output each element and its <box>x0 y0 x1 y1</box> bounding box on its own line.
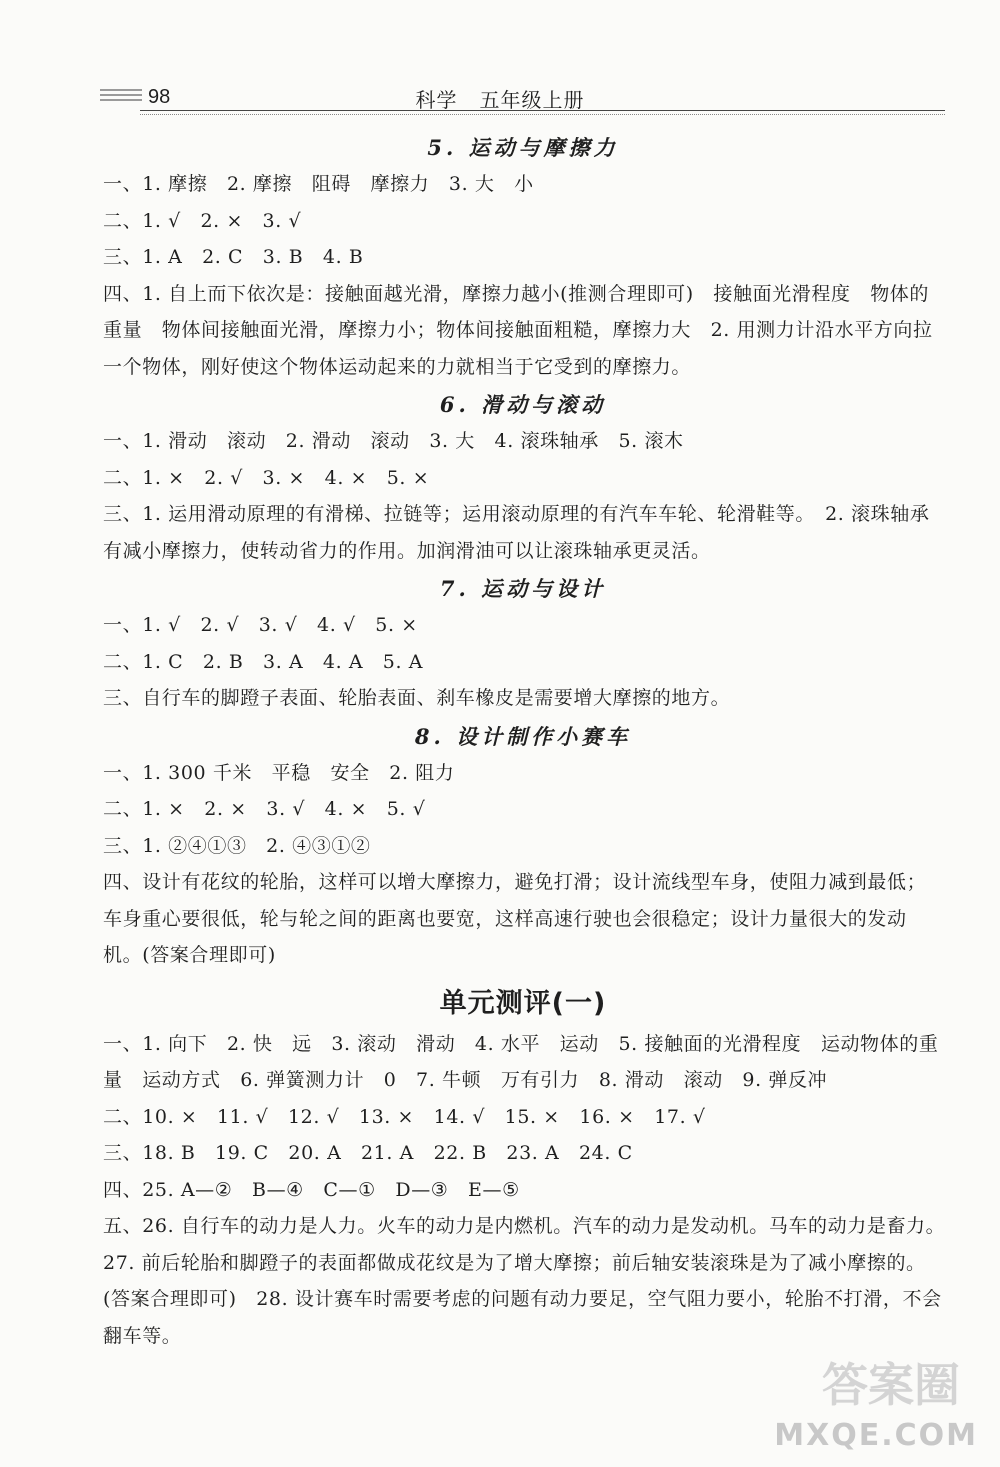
running-header <box>0 84 1000 113</box>
unit-test-title: 单元测评(一) <box>439 987 607 1019</box>
header-dotted-rule <box>140 114 945 115</box>
answer-line: 一、1. 滑动 滚动 2. 滑动 滚动 3. 大 4. 滚珠轴承 5. 滚木 <box>103 430 684 452</box>
unit-test <box>103 974 956 1355</box>
section-title: 8. 设计制作小赛车 <box>414 723 632 749</box>
answer-content <box>103 128 956 1354</box>
section-5 <box>103 130 943 385</box>
answer-line: 二、1. × 2. × 3. √ 4. × 5. √ <box>103 798 426 820</box>
answer-line: 一、1. 300 千米 平稳 安全 2. 阻力 <box>103 761 455 784</box>
header-rule <box>140 110 945 111</box>
page-number: 98 <box>148 86 171 108</box>
grade-label: 五年级上册 <box>479 88 585 112</box>
answer-line: 四、25. A—② B—④ C—① D—③ E—⑤ <box>103 1178 520 1201</box>
section-title: 7. 运动与设计 <box>439 576 607 601</box>
answer-paragraph: 一、1. 向下 2. 快 远 3. 滚动 滑动 4. 水平 运动 5. 接触面的光滑程度 运动物体的重量 运动方式 6. 弹簧测力计 0 7. 牛顿 万有引力 8. 滑动 滚动 9. 弹反冲 <box>103 1032 939 1091</box>
subject-label: 科学 <box>415 88 458 112</box>
answer-line: 二、1. C 2. B 3. A 4. A 5. A <box>103 650 424 673</box>
answer-line: 三、1. A 2. C 3. B 4. B <box>103 246 364 268</box>
answer-line: 二、10. × 11. √ 12. √ 13. × 14. √ 15. × 16. × 17. √ <box>103 1105 706 1128</box>
answer-line: 三、自行车的脚蹬子表面、轮胎表面、刹车橡皮是需要增大摩擦的地方。 <box>103 687 731 709</box>
answer-line: 二、1. × 2. √ 3. × 4. × 5. × <box>103 466 430 489</box>
answer-line: 二、1. √ 2. × 3. √ <box>103 209 302 232</box>
answer-line: 一、1. 摩擦 2. 摩擦 阻碍 摩擦力 3. 大 小 <box>103 173 534 195</box>
watermark-logo: 答案圈 <box>822 1358 960 1412</box>
answer-line: 三、1. ②④①③ 2. ④③①② <box>103 834 371 857</box>
answer-line: 一、1. √ 2. √ 3. √ 4. √ 5. × <box>103 614 418 636</box>
answer-paragraph: 三、1. 运用滑动原理的有滑梯、拉链等；运用滚动原理的有汽车车轮、轮滑鞋等。 2. 滚珠轴承有减小摩擦力，使转动省力的作用。加润滑油可以让滚珠轴承更灵活。 <box>103 503 930 562</box>
answer-paragraph: 四、1. 自上而下依次是：接触面越光滑，摩擦力越小(推测合理即可) 接触面光滑程度 物体的重量 物体间接触面光滑，摩擦力小；物体间接触面粗糙，摩擦力大 2. 用测力计沿水平方向拉一个物体，刚好使这个物体运动起来的力就相当于它受到的摩擦力。 <box>103 282 933 378</box>
answer-paragraph: 五、26. 自行车的动力是人力。火车的动力是内燃机。汽车的动力是发动机。马车的动力是畜力。 27. 前后轮胎和脚蹬子的表面都做成花纹是为了增大摩擦；前后轴安装滚珠是为了减小摩擦的。(答案合理即可) 28. 设计赛车时需要考虑的问题有动力要足，空气阻力要小，轮胎不打滑，不会翻车等。 <box>103 1215 956 1347</box>
section-title: 6. 滑动与滚动 <box>439 392 607 417</box>
section-title: 5. 运动与摩擦力 <box>427 135 619 160</box>
section-7 <box>103 571 943 717</box>
answer-paragraph: 四、设计有花纹的轮胎，这样可以增大摩擦力，避免打滑；设计流线型车身，使阻力减到最低；车身重心要很低，轮与轮之间的距离也要宽，这样高速行驶也会很稳定；设计力量很大的发动机。(答案合理即可) <box>103 871 927 966</box>
answer-line: 三、18. B 19. C 20. A 21. A 22. B 23. A 24. C <box>103 1142 633 1164</box>
watermark-site: MXQE.COM <box>774 1418 978 1453</box>
section-8 <box>103 719 943 974</box>
section-6 <box>103 387 943 569</box>
